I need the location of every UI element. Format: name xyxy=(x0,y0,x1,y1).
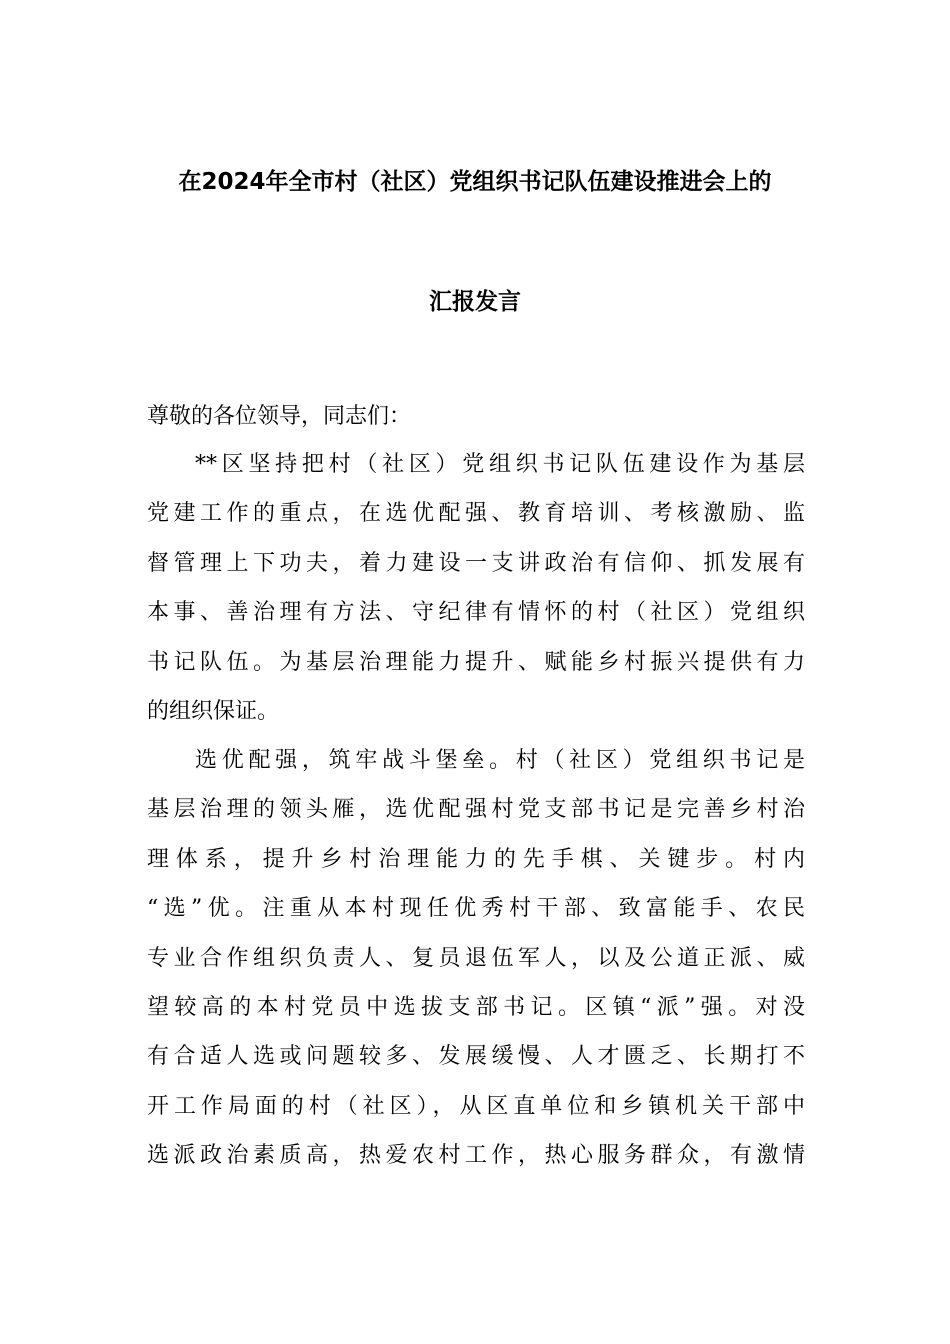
paragraph-line: 有合适人选或问题较多、发展缓慢、人才匮乏、长期打不 xyxy=(147,1044,805,1070)
paragraph-line: 专业合作组织负责人、复员退伍军人，以及公道正派、威 xyxy=(147,945,805,971)
paragraph-1 xyxy=(147,440,805,736)
paragraph-line: **区坚持把村（社区）党组织书记队伍建设作为基层 xyxy=(195,452,805,477)
paragraph-line: 的组织保证。 xyxy=(147,698,280,724)
paragraph-line: 党建工作的重点，在选优配强、教育培训、考核激励、监 xyxy=(147,501,805,527)
document-title-line-2: 汇报发言 xyxy=(429,289,521,315)
paragraph-line: 选派政治素质高，热爱农村工作，热心服务群众，有激情 xyxy=(147,1143,805,1169)
paragraph-line: 望较高的本村党员中选拔支部书记。区镇“派”强。对没 xyxy=(147,994,805,1020)
paragraph-line: 本事、善治理有方法、守纪律有情怀的村（社区）党组织 xyxy=(147,600,805,626)
paragraph-line: 理体系，提升乡村治理能力的先手棋、关键步。村内 xyxy=(147,846,805,872)
salutation: 尊敬的各位领导，同志们： xyxy=(147,404,412,429)
paragraph-line: “选”优。注重从本村现任优秀村干部、致富能手、农民 xyxy=(147,896,805,922)
paragraph-line: 书记队伍。为基层治理能力提升、赋能乡村振兴提供有力 xyxy=(147,649,805,675)
document-title-line-1: 在2024年全市村（社区）党组织书记队伍建设推进会上的 xyxy=(178,169,772,195)
paragraph-line: 选优配强，筑牢战斗堡垒。村（社区）党组织书记是 xyxy=(195,748,805,773)
paragraph-line: 开工作局面的村（社区），从区直单位和乡镇机关干部中 xyxy=(147,1093,805,1119)
paragraph-line: 基层治理的领头雁，选优配强村党支部书记是完善乡村治 xyxy=(147,797,805,823)
paragraph-2 xyxy=(147,736,805,1181)
paragraph-line: 督管理上下功夫，着力建设一支讲政治有信仰、抓发展有 xyxy=(147,550,805,576)
